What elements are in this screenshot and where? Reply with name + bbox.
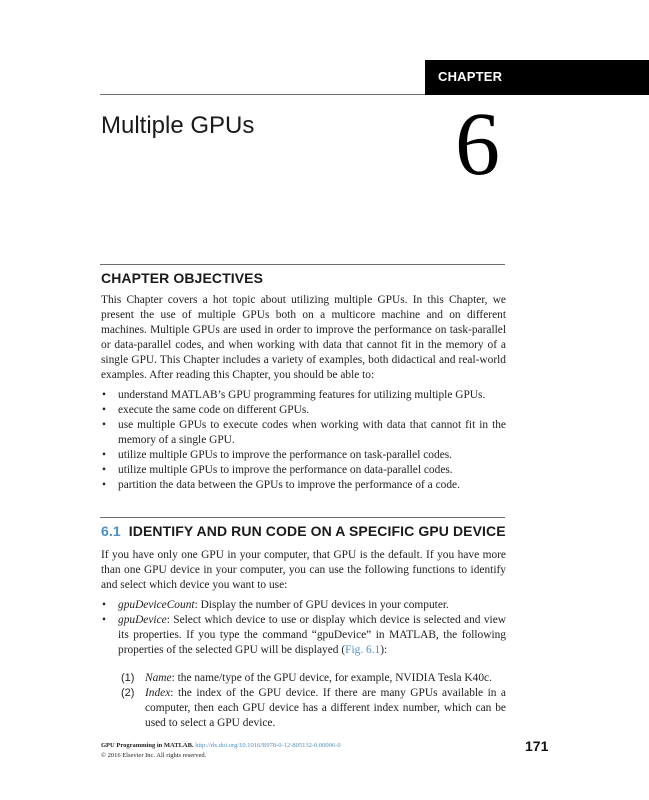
list-item: [101, 613, 506, 658]
objective-text: utilize multiple GPUs to improve the performance on task-parallel codes.: [118, 449, 453, 461]
page-footer: [101, 741, 341, 761]
function-description-end: ):: [380, 644, 388, 656]
function-name: gpuDeviceCount: [118, 599, 195, 611]
objective-text: use multiple GPUs to execute codes when working with data that cannot fit in the memory of a single GPU.: [118, 419, 506, 446]
objectives-list: [101, 388, 506, 493]
list-item: [101, 448, 506, 463]
chapter-title: Multiple GPUs: [101, 112, 255, 139]
section-intro: If you have only one GPU in your computer, that GPU is the default. If you have more than one GPU device in your computer, you can use the following functions to identify and select which device you want to use:: [101, 549, 506, 591]
objective-text: partition the data between the GPUs to improve the performance of a code.: [118, 479, 460, 491]
list-item: [121, 671, 506, 686]
property-list: [121, 671, 506, 731]
doi-link[interactable]: http://dx.doi.org/10.1016/B978-0-12-805132-0.00006-0: [195, 742, 341, 749]
item-number: (2): [121, 687, 135, 699]
section-rule: [100, 517, 505, 518]
chapter-number: 6: [455, 95, 500, 194]
bullet-icon: •: [102, 479, 106, 491]
book-title: GPU Programming in MATLAB.: [101, 742, 194, 749]
bullet-icon: •: [102, 449, 106, 461]
page-number: 171: [525, 738, 549, 754]
function-description: : Select which device to use or display which device is selected and view its properties. If you type the command “gpuDevice” in MATLAB, the following properties of the selected GPU will be displayed (: [118, 614, 506, 656]
header-rule: [100, 94, 425, 95]
section-heading: [101, 523, 506, 539]
bullet-icon: •: [102, 464, 106, 476]
function-description: : Display the number of GPU devices in your computer.: [194, 599, 449, 611]
property-description: : the name/type of the GPU device, for example, NVIDIA Tesla K40c.: [171, 672, 492, 684]
list-item: [101, 388, 506, 403]
function-name: gpuDevice: [118, 614, 167, 626]
section-title: IDENTIFY AND RUN CODE ON A SPECIFIC GPU DEVICE: [128, 523, 506, 539]
objectives-heading: CHAPTER OBJECTIVES: [101, 270, 264, 286]
objectives-intro: This Chapter covers a hot topic about utilizing multiple GPUs. In this Chapter, we present the use of multiple GPUs both on a multicore machine and on different machines. Multiple GPUs are used in order to improve the performance on task-parallel or data-parallel codes, and when working with data that cannot fit in the memory of a single GPU. This Chapter includes a variety of examples, both didactical and real-world examples. After reading this Chapter, you should be able to:: [101, 294, 506, 381]
bullet-icon: •: [102, 599, 106, 611]
function-list: [101, 598, 506, 658]
chapter-label: CHAPTER: [438, 69, 503, 84]
list-item: [121, 686, 506, 731]
bullet-icon: •: [102, 404, 106, 416]
section-number: 6.1: [101, 523, 121, 539]
list-item: [101, 598, 506, 613]
objective-text: understand MATLAB’s GPU programming features for utilizing multiple GPUs.: [118, 389, 486, 401]
objectives-rule: [100, 264, 505, 265]
list-item: [101, 478, 506, 493]
bullet-icon: •: [102, 419, 106, 431]
item-number: (1): [121, 672, 135, 684]
figure-link[interactable]: Fig. 6.1: [345, 644, 381, 656]
list-item: [101, 463, 506, 478]
list-item: [101, 403, 506, 418]
property-name: Name: [145, 672, 172, 684]
objective-text: utilize multiple GPUs to improve the performance on data-parallel codes.: [118, 464, 453, 476]
list-item: [101, 418, 506, 448]
bullet-icon: •: [102, 389, 106, 401]
property-name: Index: [145, 687, 171, 699]
property-description: : the index of the GPU device. If there are many GPUs available in a computer, then each GPU device has a different index number, which can be used to select a GPU device.: [145, 687, 506, 729]
bullet-icon: •: [102, 614, 106, 626]
objective-text: execute the same code on different GPUs.: [118, 404, 310, 416]
copyright: © 2016 Elsevier Inc. All rights reserved.: [101, 752, 207, 759]
